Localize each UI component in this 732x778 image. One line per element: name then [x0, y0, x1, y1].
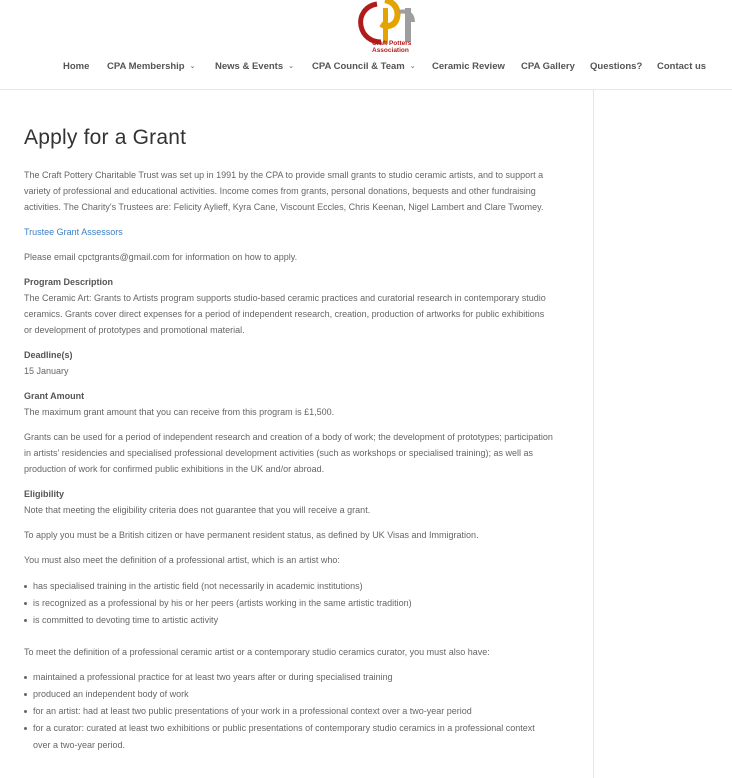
nav-item-cpa-membership[interactable]	[107, 61, 195, 72]
ceramic-criteria-list	[0, 669, 554, 754]
nav-label: News & Events	[215, 61, 284, 72]
list-item: has specialised training in the artistic field (not necessarily in academic institutions)	[33, 578, 554, 595]
chevron-down-icon: ⌄	[189, 63, 196, 70]
grant-uses-paragraph: Grants can be used for a period of independent research and creation of a body of work; the development of prototypes; participation in artists' residencies and specialised professional development activities (such as workshops or specialised training); as well as production of work for confirmed public exhibitions in the UK and/or abroad.	[24, 432, 553, 474]
nav-item-contact-us[interactable]	[657, 61, 706, 72]
intro-paragraph: The Craft Pottery Charitable Trust was set up in 1991 by the CPA to provide small grants to studio ceramic artists, and to support a variety of professional and educational activities. Income comes from grants, personal donations, bequests and other fundraising activities. The Charity's Trustees are: Felicity Aylieff, Kyra Cane, Viscount Eccles, Chris Keenan, Nigel Lambert and Clare Twomey.	[24, 170, 544, 212]
list-item: maintained a professional practice for at least two years after or during specialised training	[33, 669, 554, 686]
citizenship-paragraph: To apply you must be a British citizen or have permanent resident status, as defined by UK Visas and Immigration.	[24, 530, 479, 540]
nav-label: CPA Council & Team	[312, 61, 405, 72]
deadline-value: 15 January	[24, 366, 69, 376]
list-item: is recognized as a professional by his or her peers (artists working in the same artistic tradition)	[33, 595, 554, 612]
email-paragraph: Please email cpctgrants@gmail.com for information on how to apply.	[24, 252, 298, 262]
eligibility-heading: Eligibility	[24, 489, 65, 499]
site-header	[0, 0, 732, 90]
eligibility-note: Note that meeting the eligibility criteria does not guarantee that you will receive a grant.	[24, 505, 371, 515]
nav-item-home[interactable]	[63, 61, 89, 72]
ceramic-definition-paragraph: To meet the definition of a professional ceramic artist or a contemporary studio ceramics curator, you must also have:	[24, 647, 490, 657]
list-item: produced an independent body of work	[33, 686, 554, 703]
list-item: for an artist: had at least two public presentations of your work in a professional context over a two-year period	[33, 703, 554, 720]
grant-amount-text: The maximum grant amount that you can receive from this program is £1,500.	[24, 407, 335, 417]
list-item: is committed to devoting time to artistic activity	[33, 612, 554, 629]
chevron-down-icon: ⌄	[409, 63, 416, 70]
main-content	[24, 90, 554, 754]
grant-amount-heading: Grant Amount	[24, 391, 85, 401]
nav-label: Contact us	[657, 61, 707, 72]
sidebar-divider	[593, 90, 594, 778]
page-title: Apply for a Grant	[24, 126, 187, 149]
list-item: for a curator: curated at least two exhibitions or public presentations of contemporary studio ceramics in a professional context over a two-year period.	[33, 720, 554, 754]
logo-line-1: Craft Potters	[372, 40, 412, 47]
nav-item-ceramic-review[interactable]	[432, 61, 505, 72]
nav-item-news-events[interactable]	[215, 61, 294, 72]
trustee-grant-assessors-link[interactable]: Trustee Grant Assessors	[24, 227, 123, 237]
logo-line-2: Association	[372, 47, 409, 54]
nav-item-questions[interactable]	[590, 61, 642, 72]
artist-criteria-list	[0, 578, 554, 629]
nav-item-cpa-gallery[interactable]	[521, 61, 575, 72]
program-heading: Program Description	[24, 277, 114, 287]
program-description: The Ceramic Art: Grants to Artists program supports studio-based ceramic practices and curatorial research in contemporary studio ceramics. Grants cover direct expenses for a period of independent research, creation, production of artworks for public exhibitions or development of prototypes and promotional material.	[24, 293, 546, 335]
nav-label: CPA Gallery	[521, 61, 575, 72]
nav-label: Questions?	[590, 61, 643, 72]
chevron-down-icon: ⌄	[288, 63, 294, 70]
artist-definition-paragraph: You must also meet the definition of a professional artist, which is an artist who:	[24, 555, 340, 565]
nav-label: CPA Membership	[107, 61, 185, 72]
nav-label: Ceramic Review	[432, 61, 505, 72]
deadline-heading: Deadline(s)	[24, 350, 73, 360]
main-nav	[0, 61, 732, 75]
logo-text	[372, 40, 416, 54]
nav-item-council-team[interactable]	[312, 61, 416, 72]
nav-label: Home	[63, 61, 90, 72]
